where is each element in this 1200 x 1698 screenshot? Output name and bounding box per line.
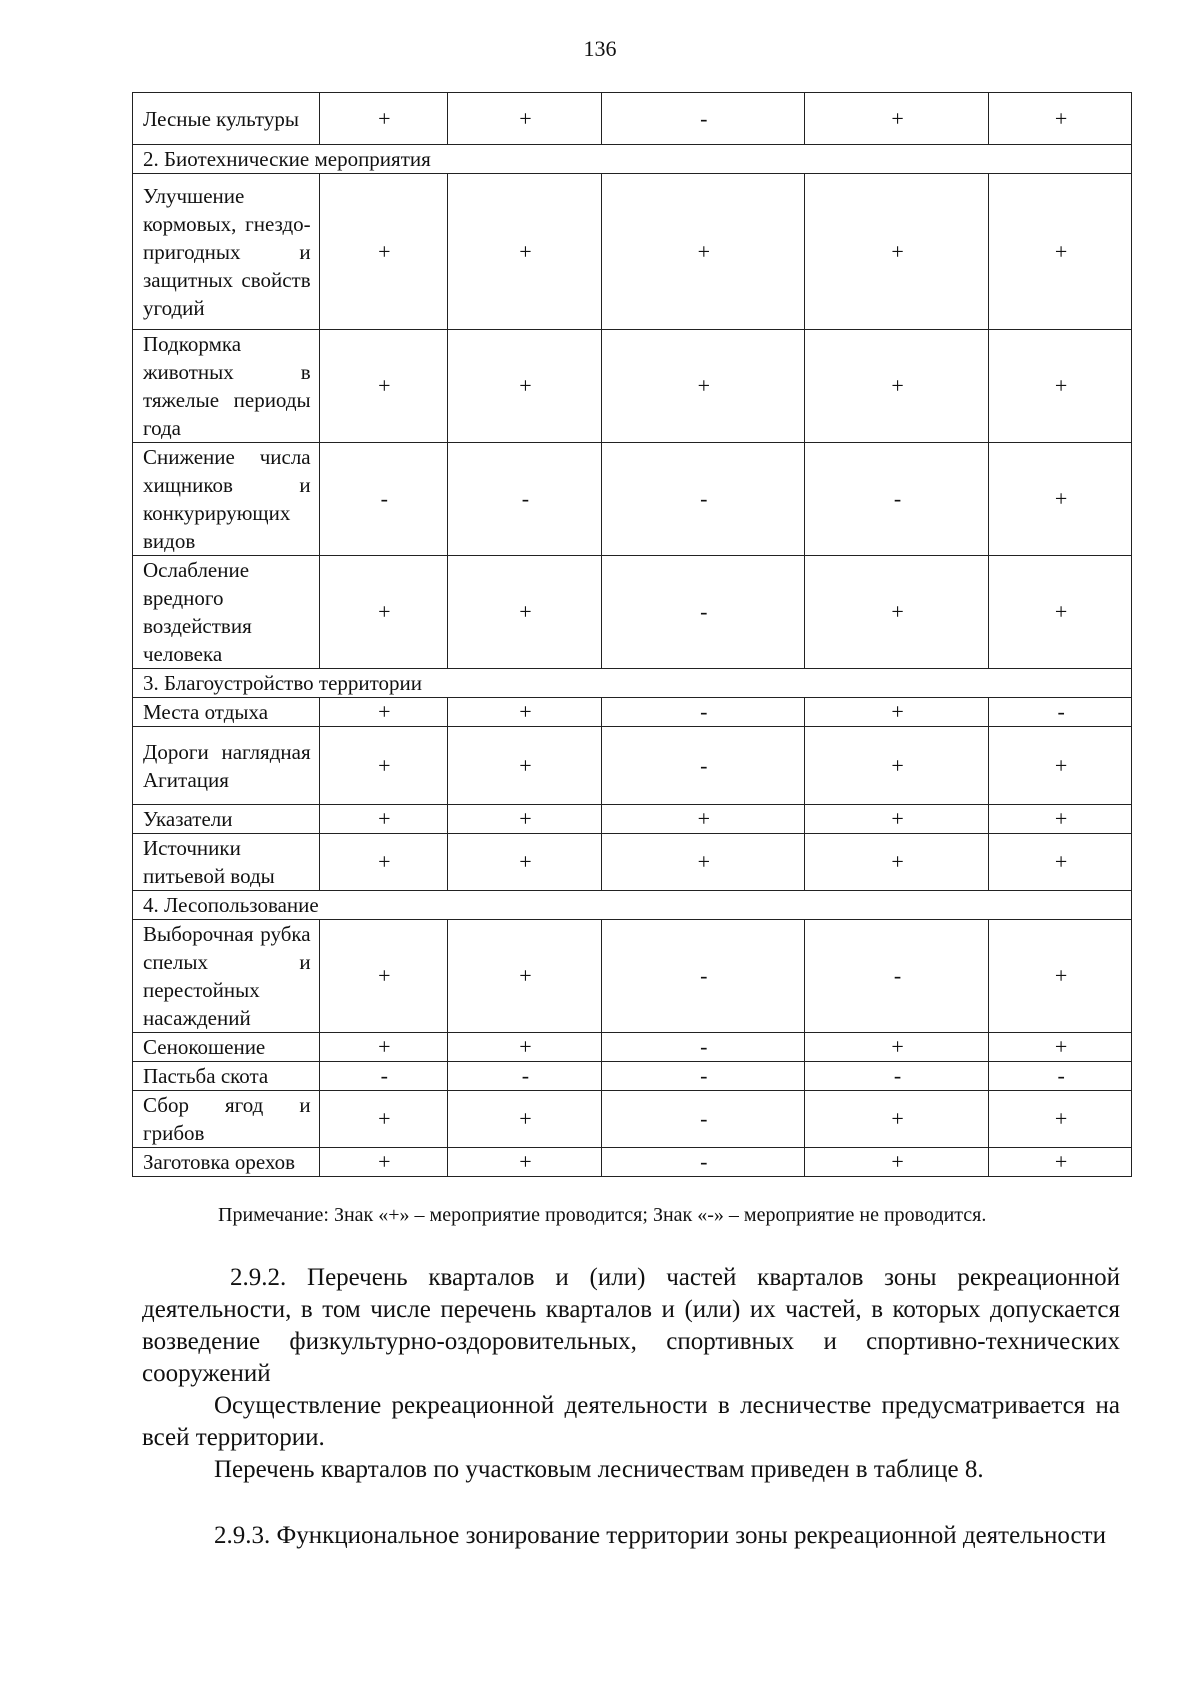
mark-cell: +	[448, 727, 602, 805]
table-row	[133, 1148, 1132, 1177]
mark-cell: +	[989, 805, 1132, 834]
mark-cell: +	[804, 1033, 988, 1062]
mark-cell: -	[601, 727, 804, 805]
mark-cell: +	[804, 834, 988, 891]
mark-cell: -	[319, 1062, 447, 1091]
table-row	[133, 1091, 1132, 1148]
mark-cell: +	[319, 834, 447, 891]
activity-name: Снижение числа хищников и конкурирующих видов	[133, 443, 320, 556]
mark-cell: -	[804, 920, 988, 1033]
mark-cell: -	[448, 443, 602, 556]
mark-cell: +	[319, 1091, 447, 1148]
table-row	[133, 920, 1132, 1033]
activity-name: Лесные культуры	[133, 93, 320, 145]
mark-cell: +	[804, 93, 988, 145]
mark-cell: +	[601, 834, 804, 891]
mark-cell: +	[319, 727, 447, 805]
mark-cell: +	[804, 1091, 988, 1148]
mark-cell: +	[448, 1091, 602, 1148]
mark-cell: +	[989, 443, 1132, 556]
mark-cell: -	[601, 920, 804, 1033]
page-number: 136	[583, 36, 617, 61]
section-row	[133, 145, 1132, 174]
activities-table	[132, 92, 1132, 1177]
mark-cell: +	[804, 1148, 988, 1177]
section-row	[133, 891, 1132, 920]
activity-name: Подкормка животных в тяжелые периоды года	[133, 330, 320, 443]
mark-cell: +	[989, 93, 1132, 145]
table-row	[133, 556, 1132, 669]
mark-cell: +	[989, 727, 1132, 805]
table-row	[133, 1033, 1132, 1062]
quarters-list-paragraph: Перечень кварталов по участковым лесничествам приведен в таблице 8.	[214, 1456, 984, 1483]
table-row	[133, 443, 1132, 556]
recreation-paragraph: Осуществление рекреационной деятельности в лесничестве предусматривается на всей территории.	[142, 1392, 1120, 1451]
section-title: 3. Благоустройство территории	[133, 669, 1132, 698]
table-row	[133, 174, 1132, 330]
mark-cell: -	[989, 1062, 1132, 1091]
section-2-9-3-heading: 2.9.3. Функциональное зонирование территории зоны рекреационной деятельности	[214, 1522, 1106, 1549]
mark-cell: -	[601, 1091, 804, 1148]
mark-cell: +	[448, 1148, 602, 1177]
mark-cell: +	[319, 805, 447, 834]
activity-name: Заготовка орехов	[133, 1148, 320, 1177]
mark-cell: +	[601, 805, 804, 834]
table-row	[133, 727, 1132, 805]
mark-cell: +	[989, 174, 1132, 330]
mark-cell: -	[601, 1148, 804, 1177]
mark-cell: +	[804, 805, 988, 834]
mark-cell: +	[448, 920, 602, 1033]
table-row	[133, 698, 1132, 727]
activities-table-body	[133, 93, 1132, 1177]
mark-cell: +	[804, 698, 988, 727]
mark-cell: +	[319, 330, 447, 443]
mark-cell: +	[989, 920, 1132, 1033]
mark-cell: +	[319, 174, 447, 330]
activity-name: Места отдыха	[133, 698, 320, 727]
mark-cell: +	[601, 330, 804, 443]
table-row	[133, 834, 1132, 891]
activity-name: Источники питьевой воды	[133, 834, 320, 891]
mark-cell: +	[448, 834, 602, 891]
mark-cell: +	[989, 330, 1132, 443]
mark-cell: +	[319, 556, 447, 669]
mark-cell: -	[804, 1062, 988, 1091]
section-title: 2. Биотехнические мероприятия	[133, 145, 1132, 174]
mark-cell: +	[989, 556, 1132, 669]
activity-name: Указатели	[133, 805, 320, 834]
mark-cell: -	[989, 698, 1132, 727]
table-note: Примечание: Знак «+» – мероприятие проводится; Знак «-» – мероприятие не проводится.	[218, 1204, 987, 1226]
mark-cell: -	[448, 1062, 602, 1091]
mark-cell: +	[448, 1033, 602, 1062]
mark-cell: -	[319, 443, 447, 556]
mark-cell: +	[448, 556, 602, 669]
mark-cell: -	[601, 93, 804, 145]
activity-name: Дороги наглядная Агитация	[133, 727, 320, 805]
section-2-9-2-heading: 2.9.2. Перечень кварталов и (или) частей кварталов зоны рекреационной деятельности, в том числе перечень кварталов и (или) их частей, в которых допускается возведение физкультурно-оздоровительных, спортивных и спортивно-технических сооружений	[142, 1264, 1120, 1387]
mark-cell: +	[319, 93, 447, 145]
activity-name: Пастьба скота	[133, 1062, 320, 1091]
mark-cell: -	[601, 698, 804, 727]
mark-cell: -	[601, 1033, 804, 1062]
table-row	[133, 93, 1132, 145]
activity-name: Сбор ягод и грибов	[133, 1091, 320, 1148]
mark-cell: -	[804, 443, 988, 556]
mark-cell: -	[601, 556, 804, 669]
activity-name: Улучшение кормовых, гнездо-пригодных и защитных свойств угодий	[133, 174, 320, 330]
mark-cell: +	[448, 330, 602, 443]
table-row	[133, 805, 1132, 834]
mark-cell: +	[989, 1148, 1132, 1177]
mark-cell: +	[601, 174, 804, 330]
mark-cell: +	[989, 834, 1132, 891]
mark-cell: +	[448, 698, 602, 727]
mark-cell: +	[319, 1033, 447, 1062]
mark-cell: +	[804, 174, 988, 330]
section-row	[133, 669, 1132, 698]
activity-name: Ослабление вредного воздействия человека	[133, 556, 320, 669]
mark-cell: +	[804, 556, 988, 669]
mark-cell: +	[319, 698, 447, 727]
section-title: 4. Лесопользование	[133, 891, 1132, 920]
activity-name: Выборочная рубка спелых и перестойных насаждений	[133, 920, 320, 1033]
mark-cell: +	[448, 805, 602, 834]
mark-cell: +	[319, 920, 447, 1033]
mark-cell: +	[989, 1033, 1132, 1062]
table-row	[133, 1062, 1132, 1091]
mark-cell: -	[601, 443, 804, 556]
mark-cell: -	[601, 1062, 804, 1091]
mark-cell: +	[319, 1148, 447, 1177]
mark-cell: +	[448, 93, 602, 145]
activity-name: Сенокошение	[133, 1033, 320, 1062]
mark-cell: +	[804, 727, 988, 805]
mark-cell: +	[804, 330, 988, 443]
mark-cell: +	[448, 174, 602, 330]
mark-cell: +	[989, 1091, 1132, 1148]
table-row	[133, 330, 1132, 443]
